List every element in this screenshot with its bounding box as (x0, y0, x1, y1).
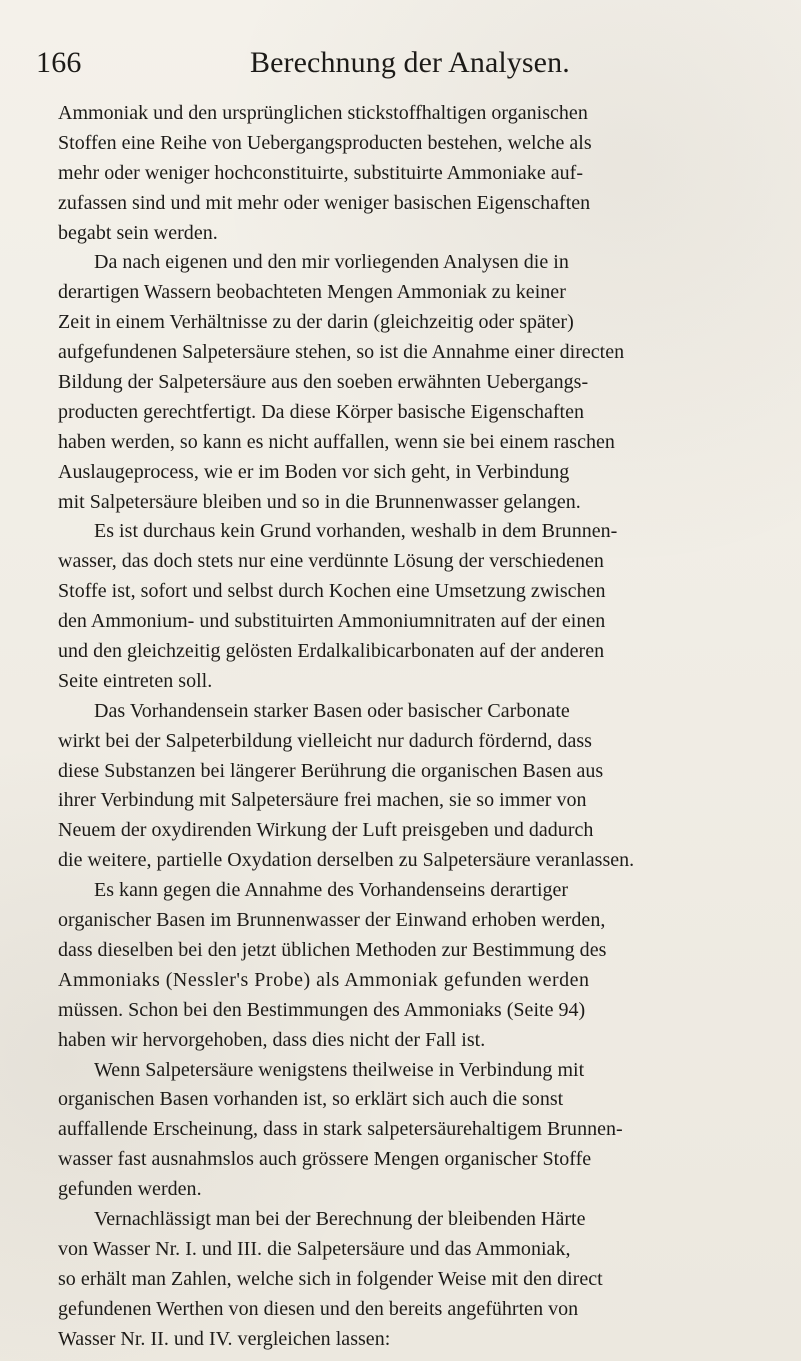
text-line: aufgefundenen Salpetersäure stehen, so ist die Annahme einer directen (58, 341, 625, 364)
text-line: so erhält man Zahlen, welche sich in folgender Weise mit den direct (58, 1267, 603, 1290)
text-line: Zeit in einem Verhältnisse zu der darin (gleichzeitig oder später) (58, 311, 574, 334)
paragraph-start-line: Es kann gegen die Annahme des Vorhandenseins derartiger (94, 879, 569, 902)
text-line: Neuem der oxydirenden Wirkung der Luft preisgeben und dadurch (58, 819, 594, 842)
text-line: Wasser Nr. II. und IV. vergleichen lassen: (58, 1327, 391, 1350)
paragraph-start-line: Vernachlässigt man bei der Berechnung der bleibenden Härte (94, 1207, 586, 1230)
text-line: die weitere, partielle Oxydation derselben zu Salpetersäure veranlassen. (58, 849, 635, 872)
paragraph-start-line: Das Vorhandensein starker Basen oder basischer Carbonate (94, 699, 570, 722)
text-line: diese Substanzen bei längerer Berührung die organischen Basen aus (58, 759, 604, 782)
text-line: gefunden werden. (58, 1178, 202, 1201)
text-line: mit Salpetersäure bleiben und so in die Brunnenwasser gelangen. (58, 490, 581, 513)
text-line: dass dieselben bei den jetzt üblichen Methoden zur Bestimmung des (58, 938, 607, 961)
text-line: wasser fast ausnahmslos auch grössere Mengen organischer Stoffe (58, 1148, 592, 1171)
text-line: Bildung der Salpetersäure aus den soeben erwähnten Uebergangs- (58, 371, 589, 394)
text-line: producten gerechtfertigt. Da diese Körper basische Eigenschaften (58, 400, 585, 423)
text-line: haben werden, so kann es nicht auffallen, wenn sie bei einem raschen (58, 430, 615, 453)
text-line: Seite eintreten soll. (58, 669, 213, 692)
text-line: Stoffe ist, sofort und selbst durch Kochen eine Umsetzung zwischen (58, 580, 606, 603)
text-line: organischer Basen im Brunnenwasser der Einwand erhoben werden, (58, 909, 606, 932)
text-line: wirkt bei der Salpeterbildung vielleicht nur dadurch fördernd, dass (58, 729, 592, 752)
text-line: und den gleichzeitig gelösten Erdalkalibicarbonaten auf der anderen (58, 640, 605, 663)
text-line: von Wasser Nr. I. und III. die Salpetersäure und das Ammoniak, (58, 1237, 571, 1260)
body-text (58, 99, 781, 1354)
text-line: organischen Basen vorhanden ist, so erklärt sich auch die sonst (58, 1088, 564, 1111)
running-title: Berechnung der Analysen. (250, 46, 570, 79)
text-line: gefundenen Werthen von diesen und den bereits angeführten von (58, 1297, 579, 1320)
text-line: müssen. Schon bei den Bestimmungen des Ammoniaks (Seite 94) (58, 998, 586, 1021)
text-line: wasser, das doch stets nur eine verdünnte Lösung der verschiedenen (58, 550, 604, 573)
text-line: Auslaugeprocess, wie er im Boden vor sich geht, in Verbindung (58, 460, 570, 483)
text-line: derartigen Wassern beobachteten Mengen Ammoniak zu keiner (58, 281, 566, 304)
text-line: den Ammonium- und substituirten Ammoniumnitraten auf der einen (58, 610, 606, 633)
paragraph-start-line: Es ist durchaus kein Grund vorhanden, weshalb in dem Brunnen- (94, 520, 618, 543)
page-number: 166 (36, 46, 82, 79)
text-line: Stoffen eine Reihe von Uebergangsproducten bestehen, welche als (58, 131, 592, 154)
text-line: zufassen sind und mit mehr oder weniger basischen Eigenschaften (58, 191, 591, 214)
text-line: begabt sein werden. (58, 221, 218, 244)
text-line-with-name: Ammoniaks (Nessler's Probe) als Ammoniak gefunden werden (58, 968, 590, 991)
text-line: haben wir hervorgehoben, dass dies nicht der Fall ist. (58, 1028, 486, 1051)
page-header (36, 46, 766, 88)
text-line: Ammoniak und den ursprünglichen stickstoffhaltigen organischen (58, 102, 588, 124)
text-line: ihrer Verbindung mit Salpetersäure frei machen, sie so immer von (58, 789, 587, 812)
text-line: mehr oder weniger hochconstituirte, substituirte Ammoniake auf- (58, 161, 584, 184)
paragraph-start-line: Da nach eigenen und den mir vorliegenden Analysen die in (94, 251, 569, 274)
paragraph-start-line: Wenn Salpetersäure wenigstens theilweise in Verbindung mit (94, 1058, 585, 1081)
text-line: auffallende Erscheinung, dass in stark salpetersäurehaltigem Brunnen- (58, 1118, 623, 1141)
